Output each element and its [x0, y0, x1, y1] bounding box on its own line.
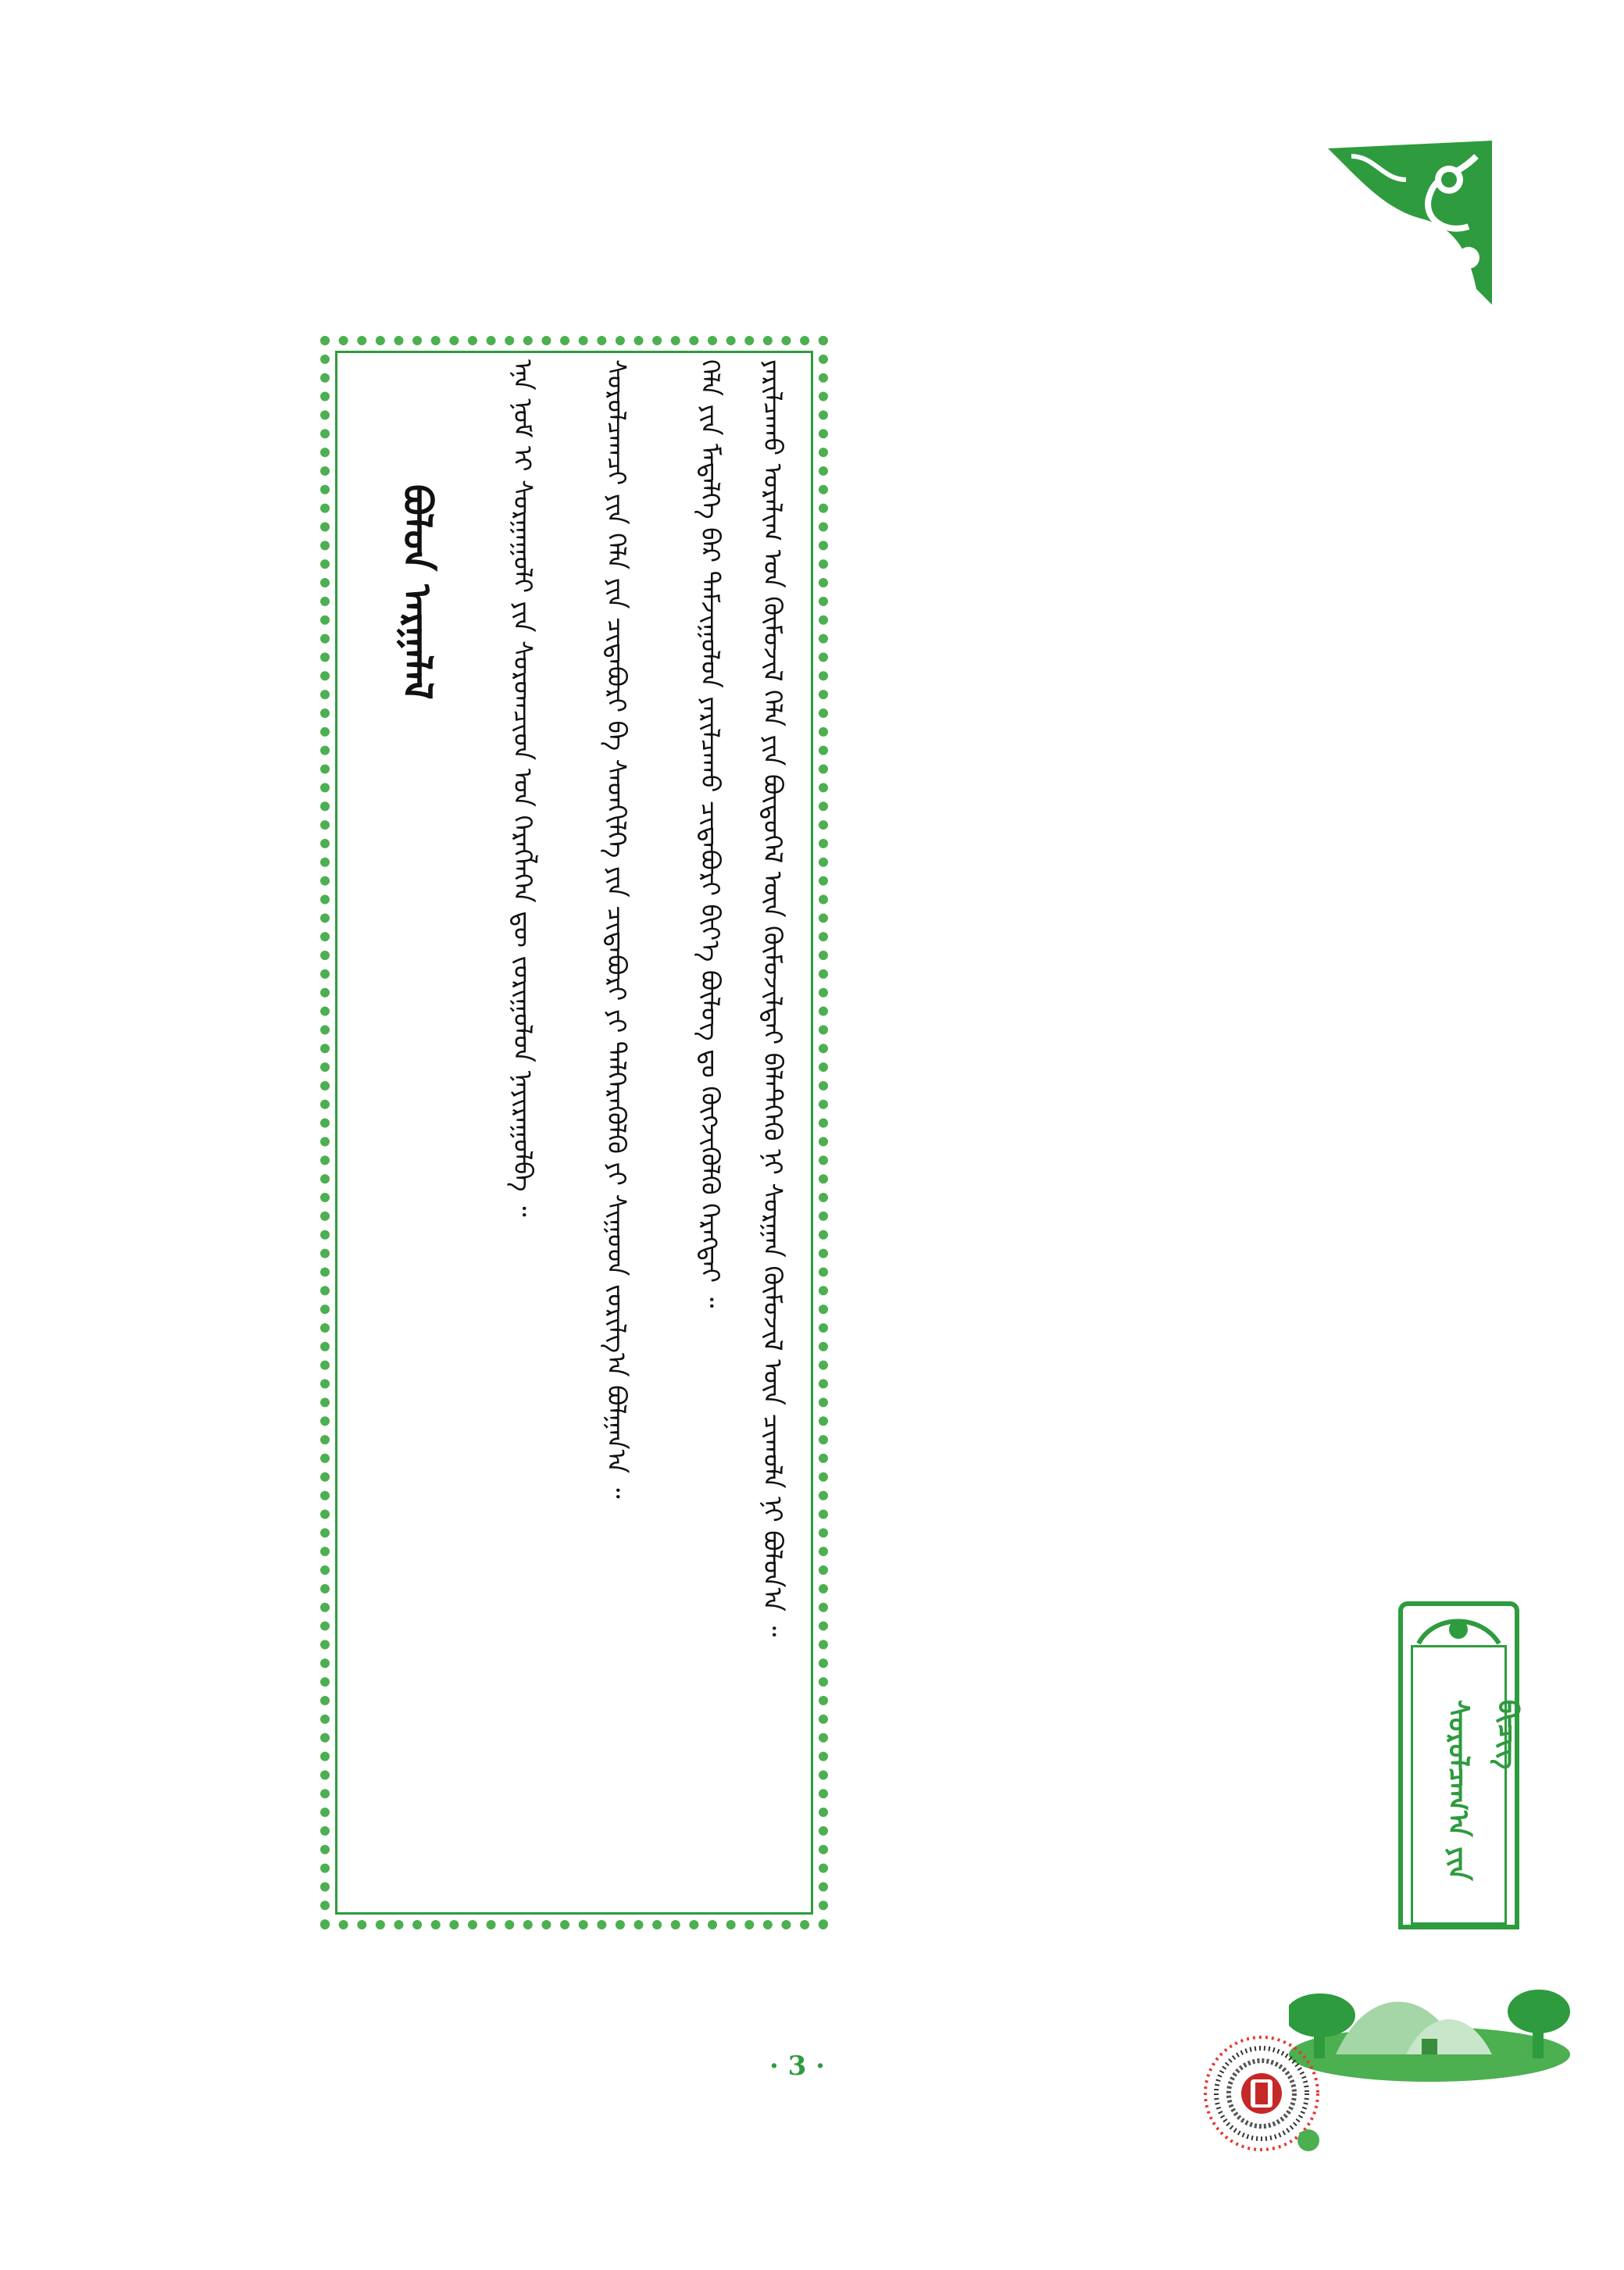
panel-crest-icon: [1403, 1606, 1515, 1645]
paragraph-2: ᠬᠡᠯᠡ ᠶᠢᠨ ᠮᠡᠳᠡᠯᠭᠡ ᠪᠡᠷ ᠳᠠᠮᠵᠢᠭᠤᠯᠤᠨ ᠶᠠᠷᠢᠯᠴᠠᠬᠤ ᠴᠢᠳᠠᠪᠤᠷᠢ ᠪᠢᠶ᠎ᠡ ᠪᠦᠯᠦᠭ ᠳᠤ ᠬᠦᠭᠵᠢᠭᠦᠯᠬᠦ ᠬᠡᠷᠡᠭᠲᠡᠢ ᠃: [695, 359, 726, 1308]
section-title: ᠪᠤᠯᠤᠨ ᠠᠷᠭᠠᠯᠠᠯ: [394, 484, 441, 700]
qr-code-icon: [1199, 2031, 1324, 2156]
landscape-decoration: [1289, 1937, 1578, 2093]
paragraph-3: ᠰᠤᠷᠤᠯᠴᠠᠭᠴᠢ ᠶᠢᠨ ᠬᠡᠯᠡ ᠶᠢᠨ ᠴᠢᠳᠠᠪᠤᠷᠢ ᠪᠠ ᠰᠡᠳᠬᠢᠯᠭᠡ ᠶᠢᠨ ᠴᠢᠳᠠᠪᠤᠷᠢ ᠶᠢ ᠲᠡᠯᠭᠡᠷᠡᠭᠦᠯᠬᠦ ᠶᠢ ᠰᠢᠭᠤᠳ ᠵᠣᠷᠢᠯᠭ᠎ᠠ ᠪᠣᠯᠭᠠᠨ᠎ᠠ ᠃: [601, 359, 632, 1499]
page-number: · 3 ·: [769, 2050, 826, 2082]
paragraph-1: ᠶᠠᠷᠢᠯᠴᠠᠬᠤ ᠤᠷᠠᠯᠢᠭ ᠤᠨ ᠬᠦᠮᠦᠵᠢᠯ ᠬᠡᠯᠡ ᠶᠢᠨ ᠪᠦᠲᠦᠭᠡᠯ ᠦᠨ ᠬᠦᠮᠦᠵᠢᠯᠲᠡᠢ ᠪᠡᠯᠡᠲᠬᠡᠬᠦ ᠨᠢ ᠰᠤᠷᠭᠠᠨ ᠬᠦᠮᠦᠵᠢᠯ ᠦᠨ ᠴᠢᠬᠤᠯᠠ ᠨᠢ ᠪᠣᠯᠤᠨ᠎ᠠ ᠃: [758, 359, 788, 1637]
side-title: ᠰᠤᠷᠤᠯᠴᠠᠭ᠎ᠠ ᠶᠢᠨ ᠪᠢᠴᠢᠭ: [1442, 1700, 1524, 1881]
paragraph-4: ᠡᠨᠡ ᠨᠣᠮ ᠢ ᠰᠤᠷᠭᠠᠭᠤᠯᠢ ᠶᠢᠨ ᠰᠤᠷᠤᠭᠴᠢᠳ ᠤᠨ ᠬᠡᠷᠡᠭᠯᠡᠭᠡᠨ ᠳᠦ ᠵᠣᠷᠢᠭᠤᠯᠤᠨ ᠨᠠᠶᠢᠷᠠᠭᠤᠯᠪᠠ ᠃: [508, 359, 538, 1217]
side-title-panel: [1398, 1601, 1524, 1929]
corner-ornament: [1320, 133, 1500, 312]
